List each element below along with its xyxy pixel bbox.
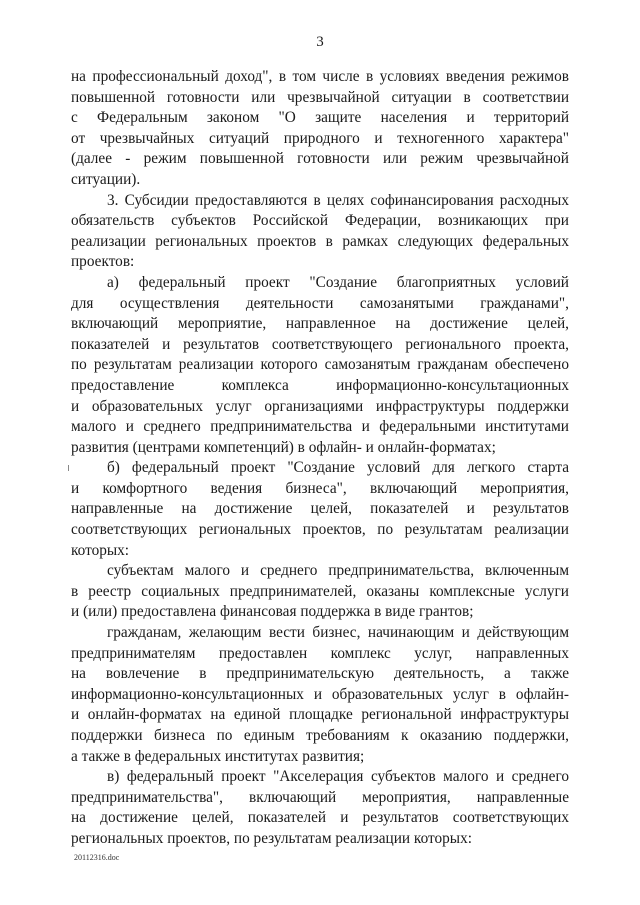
text-line: развития (центрами компетенций) в офлайн- и онлайн-форматах; <box>71 438 496 456</box>
text-line: которых: <box>71 541 130 559</box>
text-line: показателей и результатов соответствующего регионального проекта, <box>71 335 569 353</box>
text-line: ситуации). <box>71 170 141 188</box>
paragraph-social-entrepreneurs <box>71 561 569 623</box>
text-line: проектов: <box>71 253 135 271</box>
text-line: с Федеральным законом "О защите населения и территорий <box>71 109 569 127</box>
text-line: а также в федеральных институтах развития; <box>71 747 365 765</box>
text-line: информационно-консультационных и образовательных услуг в офлайн- <box>71 685 569 703</box>
text-line: б) федеральный проект "Создание условий для легкого старта <box>107 459 569 477</box>
paragraph-citizens-business <box>71 623 569 767</box>
margin-mark <box>68 465 69 471</box>
text-line: направленные на достижение целей, показателей и результатов <box>71 500 569 518</box>
text-line: предпринимательства", включающий мероприятия, направленные <box>71 788 569 806</box>
text-line: включающий мероприятие, направленное на достижение целей, <box>71 315 569 333</box>
footer-filename: 20112316.doc <box>74 853 120 862</box>
text-line: повышенной готовности или чрезвычайной ситуации в соответствии <box>71 88 569 106</box>
document-body <box>71 67 569 850</box>
paragraph-subitem-v <box>71 767 569 849</box>
text-line: обязательств субъектов Российской Федерации, возникающих при <box>71 212 569 230</box>
paragraph-subitem-b <box>71 458 569 561</box>
text-line: предоставление комплекса информационно-консультационных <box>71 376 569 394</box>
text-line: на достижение целей, показателей и результатов соответствующих <box>71 809 569 827</box>
paragraph-item-3 <box>71 191 569 273</box>
text-line: малого и среднего предпринимательства и федеральными институтами <box>71 418 569 436</box>
text-line: по результатам реализации которого самозанятым гражданам обеспечено <box>71 356 569 374</box>
text-line: гражданам, желающим вести бизнес, начинающим и действующим <box>107 624 569 642</box>
text-line: 3. Субсидии предоставляются в целях софинансирования расходных <box>107 191 569 209</box>
text-line: субъектам малого и среднего предпринимательства, включенным <box>107 562 569 580</box>
text-line: и комфортного ведения бизнеса", включающий мероприятия, <box>71 479 569 497</box>
text-line: (далее - режим повышенной готовности или режим чрезвычайной <box>71 150 569 168</box>
text-line: и (или) предоставлена финансовая поддержка в виде грантов; <box>71 603 474 621</box>
text-line: и образовательных услуг организациями инфраструктуры поддержки <box>71 397 569 415</box>
text-line: на профессиональный доход", в том числе в условиях введения режимов <box>71 68 569 85</box>
text-line: и онлайн-форматах на единой площадке региональной инфраструктуры <box>71 706 569 724</box>
text-line: соответствующих региональных проектов, по результатам реализации <box>71 521 569 539</box>
text-line: в реестр социальных предпринимателей, оказаны комплексные услуги <box>71 582 569 600</box>
text-line: реализации региональных проектов в рамках следующих федеральных <box>71 232 569 250</box>
text-line: на вовлечение в предпринимательскую деятельность, а также <box>71 665 569 683</box>
text-line: а) федеральный проект "Создание благоприятных условий <box>107 273 569 291</box>
text-line: предпринимателям предоставлен комплекс услуг, направленных <box>71 644 569 662</box>
text-line: для осуществления деятельности самозанятыми гражданами", <box>71 294 569 312</box>
text-line: в) федеральный проект "Акселерация субъектов малого и среднего <box>107 768 569 786</box>
text-line: региональных проектов, по результатам реализации которых: <box>71 829 472 847</box>
text-line: от чрезвычайных ситуаций природного и техногенного характера" <box>71 129 569 147</box>
page-number: 3 <box>316 34 324 50</box>
paragraph-continuation <box>71 67 569 191</box>
text-line: поддержки бизнеса по единым требованиям к оказанию поддержки, <box>71 727 569 744</box>
paragraph-subitem-a <box>71 273 569 458</box>
